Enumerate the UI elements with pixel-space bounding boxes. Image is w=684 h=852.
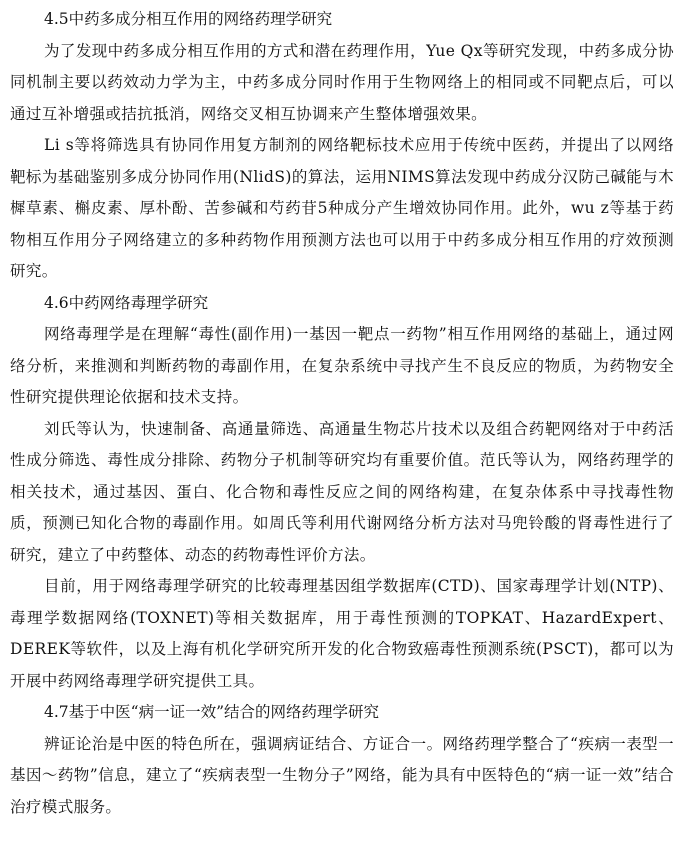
paragraph: 目前，用于网络毒理学研究的比较毒理基因组学数据库(CTD)、国家毒理学计划(NTP)、毒理学数据网络(TOXNET)等相关数据库，用于毒性预测的TOPKAT、HazardExpert、DEREK等软件，以及上海有机化学研究所开发的化合物致癌毒性预测系统(PSCT)，都可以为开展中药网络毒理学研究提供工具。 xyxy=(10,577,674,690)
paragraph: 为了发现中药多成分相互作用的方式和潜在药理作用，Yue Qx等研究发现，中药多成分协同机制主要以药效动力学为主，中药多成分同时作用于生物网络上的相同或不同靶点后，可以通过互补增强或拮抗抵消，网络交叉相互协调来产生整体增强效果。 xyxy=(10,41,674,123)
paragraph: Li s等将筛选具有协同作用复方制剂的网络靶标技术应用于传统中医药，并提出了以网络靶标为基础鉴别多成分协同作用(NlidS)的算法，运用NIMS算法发现中药成分汉防己碱能与木樨草素、槲皮素、厚朴酚、苦参碱和芍药苷5种成分产生增效协同作用。此外，wu z等基于药物相互作用分子网络建立的多种药物作用预测方法也可以用于中药多成分相互作用的疗效预测研究。 xyxy=(10,136,674,280)
section-heading-4-5: 4.5中药多成分相互作用的网络药理学研究 xyxy=(44,10,333,28)
paragraph: 网络毒理学是在理解“毒性(副作用)一基因一靶点一药物”相互作用网络的基础上，通过网络分析，来推测和判断药物的毒副作用，在复杂系统中寻找产生不良反应的物质，为药物安全性研究提供理论依据和技术支持。 xyxy=(10,325,674,406)
section-heading-4-7: 4.7基于中医“病一证一效”结合的网络药理学研究 xyxy=(44,703,379,721)
paragraph: 刘氏等认为，快速制备、高通量筛选、高通量生物芯片技术以及组合药靶网络对于中药活性成分筛选、毒性成分排除、药物分子机制等研究均有重要价值。范氏等认为，网络药理学的相关技术，通过基因、蛋白、化合物和毒性反应之间的网络构建，在复杂体系中寻找毒性物质，预测已知化合物的毒副作用。如周氏等利用代谢网络分析方法对马兜铃酸的肾毒性进行了研究，建立了中药整体、动态的药物毒性评价方法。 xyxy=(10,419,674,564)
paragraph: 辨证论治是中医的特色所在，强调病证结合、方证合一。网络药理学整合了“疾病一表型一基因～药物”信息，建立了“疾病表型一生物分子”网络，能为具有中医特色的“病一证一效”结合治疗模式服务。 xyxy=(10,734,674,816)
section-heading-4-6: 4.6中药网络毒理学研究 xyxy=(44,293,209,312)
